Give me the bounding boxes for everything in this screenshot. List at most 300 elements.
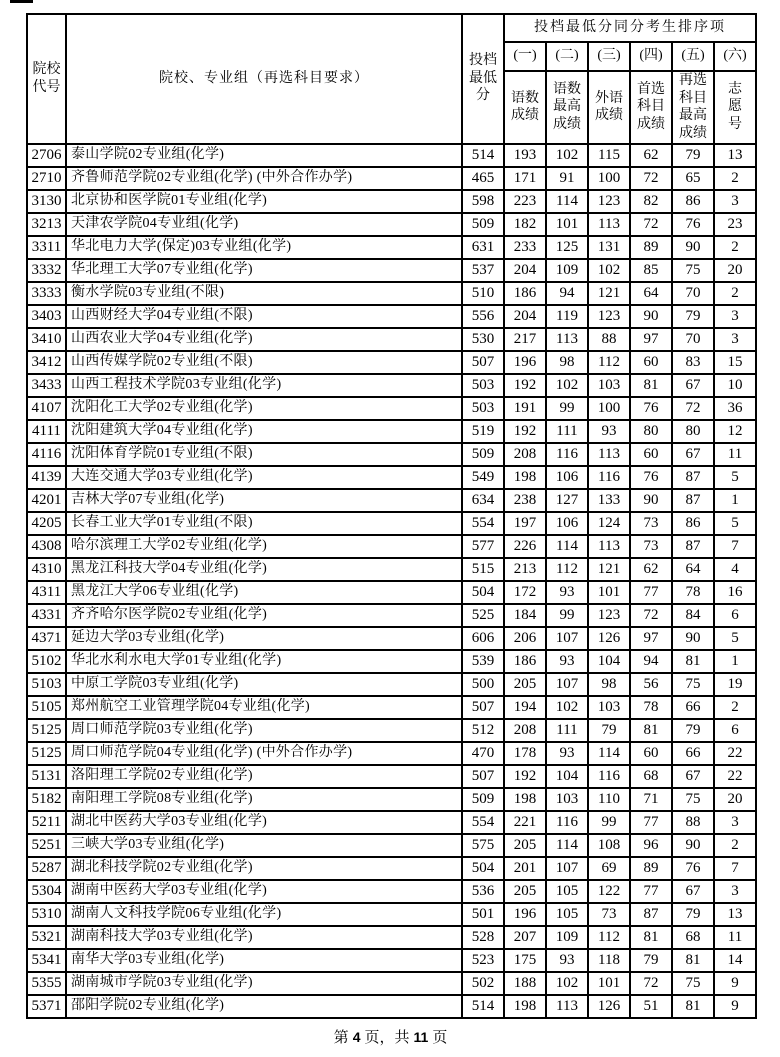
cell-sort-5: 75 [672, 673, 714, 696]
cell-sort-6: 12 [714, 420, 756, 443]
cell-college-code: 5251 [27, 834, 66, 857]
sort-label-text: 语数最高成绩 [552, 81, 581, 132]
cell-sort-1: 208 [504, 719, 546, 742]
cell-sort-2: 111 [546, 719, 588, 742]
cell-sort-5: 72 [672, 397, 714, 420]
cell-sort-5: 67 [672, 443, 714, 466]
cell-sort-1: 192 [504, 420, 546, 443]
cell-college-name: 湖南中医药大学03专业组(化学) [66, 880, 462, 903]
cell-sort-4: 77 [630, 880, 672, 903]
cell-sort-2: 106 [546, 466, 588, 489]
cell-min-score: 556 [462, 305, 504, 328]
header-sort-index-1: (一) [504, 42, 546, 71]
cell-min-score: 606 [462, 627, 504, 650]
cell-min-score: 554 [462, 512, 504, 535]
header-min-score [462, 14, 504, 144]
cell-sort-3: 101 [588, 972, 630, 995]
cell-sort-4: 94 [630, 650, 672, 673]
cell-sort-6: 1 [714, 489, 756, 512]
cell-sort-4: 90 [630, 305, 672, 328]
cell-sort-6: 2 [714, 696, 756, 719]
cell-sort-4: 72 [630, 167, 672, 190]
cell-college-name: 山西财经大学04专业组(不限) [66, 305, 462, 328]
cell-college-name: 长春工业大学01专业组(不限) [66, 512, 462, 535]
cell-sort-1: 186 [504, 650, 546, 673]
cell-college-code: 4107 [27, 397, 66, 420]
cell-min-score: 503 [462, 397, 504, 420]
cell-sort-3: 88 [588, 328, 630, 351]
cell-sort-1: 194 [504, 696, 546, 719]
cell-sort-1: 223 [504, 190, 546, 213]
cell-sort-3: 101 [588, 581, 630, 604]
cell-sort-5: 76 [672, 857, 714, 880]
header-sort-label-6 [714, 71, 756, 144]
cell-sort-1: 205 [504, 673, 546, 696]
table-row [27, 627, 756, 650]
cell-min-score: 528 [462, 926, 504, 949]
cell-sort-5: 84 [672, 604, 714, 627]
cell-min-score: 515 [462, 558, 504, 581]
cell-sort-2: 111 [546, 420, 588, 443]
table-row [27, 259, 756, 282]
cell-sort-1: 192 [504, 765, 546, 788]
cell-college-name: 山西农业大学04专业组(化学) [66, 328, 462, 351]
cell-sort-1: 208 [504, 443, 546, 466]
cell-college-name: 南华大学03专业组(化学) [66, 949, 462, 972]
cell-sort-1: 233 [504, 236, 546, 259]
cell-sort-2: 119 [546, 305, 588, 328]
cell-sort-3: 116 [588, 466, 630, 489]
cell-college-name: 沈阳建筑大学04专业组(化学) [66, 420, 462, 443]
cell-min-score: 509 [462, 213, 504, 236]
cell-sort-3: 126 [588, 627, 630, 650]
table-row [27, 972, 756, 995]
table-row [27, 328, 756, 351]
cell-sort-6: 2 [714, 236, 756, 259]
cell-college-name: 湖南科技大学03专业组(化学) [66, 926, 462, 949]
cell-min-score: 470 [462, 742, 504, 765]
header-min-score-label: 投档最低分 [468, 53, 497, 104]
cell-sort-2: 103 [546, 788, 588, 811]
cell-sort-5: 70 [672, 282, 714, 305]
cell-sort-2: 107 [546, 673, 588, 696]
cell-sort-5: 79 [672, 903, 714, 926]
cell-sort-5: 87 [672, 466, 714, 489]
cell-sort-1: 182 [504, 213, 546, 236]
cell-college-code: 5287 [27, 857, 66, 880]
cell-sort-6: 3 [714, 880, 756, 903]
cell-sort-1: 217 [504, 328, 546, 351]
cell-min-score: 537 [462, 259, 504, 282]
cell-college-name: 黑龙江大学06专业组(化学) [66, 581, 462, 604]
cell-min-score: 509 [462, 443, 504, 466]
cell-sort-5: 80 [672, 420, 714, 443]
cell-sort-3: 121 [588, 558, 630, 581]
cell-college-code: 4310 [27, 558, 66, 581]
table-row [27, 190, 756, 213]
cell-college-code: 3410 [27, 328, 66, 351]
cell-sort-4: 81 [630, 374, 672, 397]
cell-sort-1: 198 [504, 995, 546, 1018]
table-row [27, 489, 756, 512]
cell-sort-1: 201 [504, 857, 546, 880]
cell-college-code: 3403 [27, 305, 66, 328]
cell-sort-6: 23 [714, 213, 756, 236]
cell-sort-4: 81 [630, 719, 672, 742]
cell-min-score: 465 [462, 167, 504, 190]
cell-sort-4: 72 [630, 604, 672, 627]
cell-sort-2: 114 [546, 190, 588, 213]
cell-sort-2: 93 [546, 581, 588, 604]
cell-sort-1: 188 [504, 972, 546, 995]
cell-college-name: 三峡大学03专业组(化学) [66, 834, 462, 857]
cell-sort-2: 125 [546, 236, 588, 259]
cell-sort-6: 6 [714, 719, 756, 742]
cell-sort-4: 97 [630, 627, 672, 650]
cropped-line-artifact [10, 0, 33, 3]
table-body [27, 144, 756, 1018]
cell-college-code: 5310 [27, 903, 66, 926]
cell-sort-5: 64 [672, 558, 714, 581]
cell-sort-4: 82 [630, 190, 672, 213]
cell-college-name: 延边大学03专业组(化学) [66, 627, 462, 650]
cell-sort-2: 101 [546, 213, 588, 236]
cell-sort-5: 67 [672, 880, 714, 903]
cell-sort-5: 75 [672, 788, 714, 811]
cell-college-code: 3433 [27, 374, 66, 397]
cell-sort-3: 113 [588, 213, 630, 236]
cell-college-name: 北京协和医学院01专业组(化学) [66, 190, 462, 213]
cell-sort-4: 60 [630, 443, 672, 466]
cell-college-code: 5182 [27, 788, 66, 811]
cell-college-code: 4201 [27, 489, 66, 512]
table-row [27, 903, 756, 926]
table-row [27, 213, 756, 236]
cell-sort-6: 9 [714, 995, 756, 1018]
cell-sort-6: 13 [714, 903, 756, 926]
cell-sort-2: 93 [546, 650, 588, 673]
header-sort-label-5 [672, 71, 714, 144]
cell-min-score: 554 [462, 811, 504, 834]
table-row [27, 880, 756, 903]
table-row [27, 811, 756, 834]
cell-college-name: 泰山学院02专业组(化学) [66, 144, 462, 167]
cell-sort-3: 103 [588, 696, 630, 719]
cell-sort-2: 94 [546, 282, 588, 305]
cell-sort-5: 68 [672, 926, 714, 949]
cell-sort-5: 81 [672, 650, 714, 673]
cell-college-name: 南阳理工学院08专业组(化学) [66, 788, 462, 811]
cell-sort-2: 116 [546, 443, 588, 466]
cell-sort-5: 66 [672, 696, 714, 719]
cell-sort-3: 113 [588, 443, 630, 466]
cell-college-name: 哈尔滨理工大学02专业组(化学) [66, 535, 462, 558]
cell-sort-1: 193 [504, 144, 546, 167]
cell-sort-5: 81 [672, 995, 714, 1018]
cell-sort-1: 191 [504, 397, 546, 420]
cell-min-score: 519 [462, 420, 504, 443]
cell-college-name: 洛阳理工学院02专业组(化学) [66, 765, 462, 788]
cell-min-score: 500 [462, 673, 504, 696]
header-sort-index-4: (四) [630, 42, 672, 71]
cell-college-code: 4308 [27, 535, 66, 558]
cell-sort-4: 89 [630, 236, 672, 259]
cell-sort-1: 207 [504, 926, 546, 949]
cell-college-code: 5371 [27, 995, 66, 1018]
cell-sort-3: 123 [588, 305, 630, 328]
cell-college-name: 衡水学院03专业组(不限) [66, 282, 462, 305]
cell-sort-5: 90 [672, 834, 714, 857]
table-row [27, 305, 756, 328]
cell-sort-4: 89 [630, 857, 672, 880]
cell-sort-1: 196 [504, 903, 546, 926]
cell-sort-1: 205 [504, 834, 546, 857]
cell-sort-5: 76 [672, 213, 714, 236]
cell-sort-4: 78 [630, 696, 672, 719]
cell-sort-2: 114 [546, 834, 588, 857]
cell-sort-1: 198 [504, 466, 546, 489]
cell-sort-6: 13 [714, 144, 756, 167]
cell-sort-5: 75 [672, 972, 714, 995]
cell-sort-4: 76 [630, 466, 672, 489]
cell-college-name: 湖北科技学院02专业组(化学) [66, 857, 462, 880]
cell-min-score: 510 [462, 282, 504, 305]
cell-sort-1: 204 [504, 259, 546, 282]
table-row [27, 420, 756, 443]
cell-sort-4: 76 [630, 397, 672, 420]
cell-sort-6: 9 [714, 972, 756, 995]
cell-sort-2: 102 [546, 696, 588, 719]
cell-sort-2: 93 [546, 742, 588, 765]
cell-sort-1: 238 [504, 489, 546, 512]
cell-college-name: 周口师范学院04专业组(化学) (中外合作办学) [66, 742, 462, 765]
cell-sort-1: 171 [504, 167, 546, 190]
header-sort-label-3 [588, 71, 630, 144]
table-row [27, 581, 756, 604]
header-college-code-label: 院校代号 [32, 62, 61, 95]
cell-sort-2: 98 [546, 351, 588, 374]
cell-sort-6: 16 [714, 581, 756, 604]
cell-sort-1: 206 [504, 627, 546, 650]
cell-sort-3: 115 [588, 144, 630, 167]
cell-college-name: 沈阳体育学院01专业组(不限) [66, 443, 462, 466]
cell-sort-1: 197 [504, 512, 546, 535]
table-row [27, 397, 756, 420]
cell-college-name: 齐齐哈尔医学院02专业组(化学) [66, 604, 462, 627]
cell-sort-5: 67 [672, 765, 714, 788]
cell-sort-6: 5 [714, 466, 756, 489]
cell-sort-5: 75 [672, 259, 714, 282]
cell-college-name: 周口师范学院03专业组(化学) [66, 719, 462, 742]
cell-sort-3: 118 [588, 949, 630, 972]
table-row [27, 374, 756, 397]
cell-min-score: 502 [462, 972, 504, 995]
cell-college-name: 吉林大学07专业组(化学) [66, 489, 462, 512]
cell-sort-6: 1 [714, 650, 756, 673]
footer-prefix: 第 [333, 1030, 349, 1046]
cell-sort-5: 87 [672, 489, 714, 512]
sort-label-text: 语数成绩 [510, 90, 539, 123]
cell-sort-6: 2 [714, 834, 756, 857]
cell-sort-3: 131 [588, 236, 630, 259]
cell-sort-3: 73 [588, 903, 630, 926]
cell-sort-1: 213 [504, 558, 546, 581]
table-row [27, 719, 756, 742]
cell-sort-4: 51 [630, 995, 672, 1018]
cell-college-code: 4371 [27, 627, 66, 650]
cell-college-code: 5131 [27, 765, 66, 788]
cell-sort-4: 90 [630, 489, 672, 512]
cell-sort-5: 79 [672, 719, 714, 742]
cell-min-score: 507 [462, 765, 504, 788]
table-row [27, 351, 756, 374]
table-row [27, 167, 756, 190]
table-row [27, 788, 756, 811]
cell-sort-4: 62 [630, 144, 672, 167]
header-sort-label-4 [630, 71, 672, 144]
cell-sort-6: 3 [714, 190, 756, 213]
header-college-code [27, 14, 66, 144]
cell-min-score: 549 [462, 466, 504, 489]
cell-college-name: 山西工程技术学院03专业组(化学) [66, 374, 462, 397]
cell-college-name: 郑州航空工业管理学院04专业组(化学) [66, 696, 462, 719]
cell-college-name: 黑龙江科技大学04专业组(化学) [66, 558, 462, 581]
cell-sort-3: 100 [588, 167, 630, 190]
cell-sort-4: 72 [630, 213, 672, 236]
cell-min-score: 507 [462, 696, 504, 719]
cell-sort-6: 22 [714, 742, 756, 765]
cell-sort-3: 104 [588, 650, 630, 673]
cell-sort-4: 68 [630, 765, 672, 788]
cell-sort-4: 62 [630, 558, 672, 581]
cell-sort-6: 3 [714, 305, 756, 328]
cell-sort-3: 110 [588, 788, 630, 811]
cell-sort-6: 14 [714, 949, 756, 972]
cell-sort-2: 102 [546, 374, 588, 397]
cell-college-name: 齐鲁师范学院02专业组(化学) (中外合作办学) [66, 167, 462, 190]
cell-college-code: 5321 [27, 926, 66, 949]
cell-sort-3: 69 [588, 857, 630, 880]
cell-min-score: 514 [462, 144, 504, 167]
cell-sort-5: 70 [672, 328, 714, 351]
cell-sort-6: 11 [714, 443, 756, 466]
table-row [27, 995, 756, 1018]
table-row [27, 466, 756, 489]
cell-sort-1: 204 [504, 305, 546, 328]
cell-sort-5: 67 [672, 374, 714, 397]
cell-sort-1: 192 [504, 374, 546, 397]
cell-sort-2: 112 [546, 558, 588, 581]
cell-college-code: 2706 [27, 144, 66, 167]
cell-sort-6: 3 [714, 811, 756, 834]
cell-sort-3: 133 [588, 489, 630, 512]
cell-sort-2: 107 [546, 627, 588, 650]
cell-sort-3: 108 [588, 834, 630, 857]
cell-sort-4: 96 [630, 834, 672, 857]
cell-sort-4: 71 [630, 788, 672, 811]
cell-sort-3: 102 [588, 259, 630, 282]
cell-college-code: 3333 [27, 282, 66, 305]
cell-college-code: 5355 [27, 972, 66, 995]
cell-sort-3: 116 [588, 765, 630, 788]
cell-college-code: 5125 [27, 742, 66, 765]
table-row [27, 742, 756, 765]
cell-college-code: 3213 [27, 213, 66, 236]
cell-college-name: 湖北中医药大学03专业组(化学) [66, 811, 462, 834]
cell-sort-6: 2 [714, 282, 756, 305]
cell-college-name: 山西传媒学院02专业组(不限) [66, 351, 462, 374]
cell-sort-6: 4 [714, 558, 756, 581]
cell-sort-3: 99 [588, 811, 630, 834]
sort-label-text: 外语成绩 [594, 90, 623, 123]
cell-college-code: 4139 [27, 466, 66, 489]
cell-college-code: 4116 [27, 443, 66, 466]
cell-college-name: 华北理工大学07专业组(化学) [66, 259, 462, 282]
cell-sort-2: 102 [546, 972, 588, 995]
cell-sort-6: 3 [714, 328, 756, 351]
cell-min-score: 525 [462, 604, 504, 627]
cell-sort-5: 83 [672, 351, 714, 374]
cell-sort-1: 226 [504, 535, 546, 558]
cell-college-code: 5211 [27, 811, 66, 834]
cell-sort-5: 79 [672, 305, 714, 328]
cell-sort-6: 15 [714, 351, 756, 374]
cell-sort-4: 60 [630, 351, 672, 374]
cell-sort-6: 20 [714, 259, 756, 282]
header-sort-index-5: (五) [672, 42, 714, 71]
table-row [27, 144, 756, 167]
cell-min-score: 577 [462, 535, 504, 558]
table-row [27, 673, 756, 696]
cell-sort-1: 184 [504, 604, 546, 627]
cell-sort-6: 36 [714, 397, 756, 420]
cell-sort-4: 64 [630, 282, 672, 305]
cell-sort-6: 5 [714, 627, 756, 650]
table-row [27, 512, 756, 535]
cell-sort-4: 77 [630, 811, 672, 834]
cell-min-score: 598 [462, 190, 504, 213]
cell-sort-2: 106 [546, 512, 588, 535]
header-sort-label-1 [504, 71, 546, 144]
cell-college-code: 2710 [27, 167, 66, 190]
cell-college-code: 5105 [27, 696, 66, 719]
table-header [27, 14, 756, 144]
cell-min-score: 504 [462, 857, 504, 880]
table-row [27, 650, 756, 673]
cell-sort-2: 113 [546, 995, 588, 1018]
cell-sort-6: 11 [714, 926, 756, 949]
cell-sort-6: 2 [714, 167, 756, 190]
cell-min-score: 504 [462, 581, 504, 604]
cell-min-score: 507 [462, 351, 504, 374]
cell-sort-3: 114 [588, 742, 630, 765]
cell-sort-4: 60 [630, 742, 672, 765]
cell-sort-5: 87 [672, 535, 714, 558]
cell-sort-2: 109 [546, 926, 588, 949]
cell-sort-4: 80 [630, 420, 672, 443]
cell-sort-1: 198 [504, 788, 546, 811]
cell-sort-2: 99 [546, 397, 588, 420]
cell-min-score: 509 [462, 788, 504, 811]
table-row [27, 604, 756, 627]
table-row [27, 535, 756, 558]
table-row [27, 443, 756, 466]
cell-sort-2: 102 [546, 144, 588, 167]
table-row [27, 834, 756, 857]
cell-min-score: 512 [462, 719, 504, 742]
cell-sort-1: 221 [504, 811, 546, 834]
cell-sort-4: 79 [630, 949, 672, 972]
